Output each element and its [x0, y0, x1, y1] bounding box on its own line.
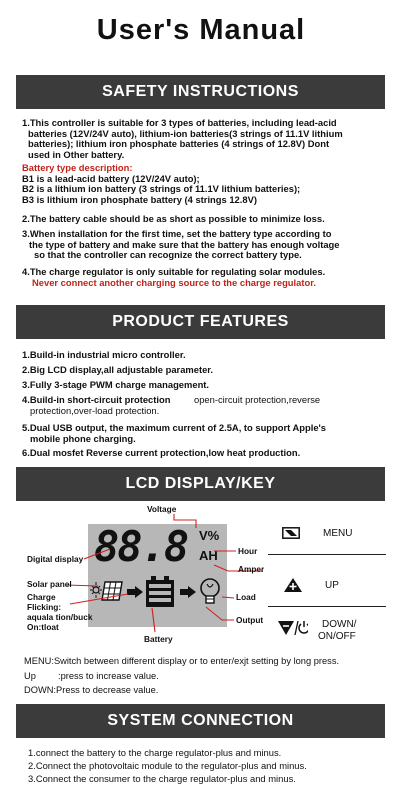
- up-key[interactable]: [268, 573, 386, 599]
- label-charge: Charge: [27, 592, 56, 602]
- label-digital-display: Digital display: [27, 554, 84, 564]
- system-heading: SYSTEM CONNECTION: [16, 704, 385, 738]
- down-power-icon: [278, 621, 308, 635]
- lcd-heading: LCD DISPLAY/KEY: [16, 467, 385, 501]
- key-divider: [268, 554, 386, 555]
- desc-menu: MENU:Switch between different display or to enter/exjt setting by long press.: [24, 656, 340, 666]
- lcd-unit-top: V%: [199, 528, 220, 543]
- system-item-1: 1.connect the battery to the charge regulator-plus and minus.: [28, 747, 282, 758]
- key-divider: [268, 606, 386, 607]
- label-flicking: Flicking:: [27, 602, 62, 612]
- desc-up-key: Up: [24, 671, 36, 681]
- battery-type-b3: B3 is lithium iron phosphate battery (4 strings 12.8V): [22, 193, 257, 205]
- label-float: On:tloat: [27, 622, 59, 632]
- feature-item-6: 6.Dual mosfet Reverse current protection,low heat production.: [22, 447, 301, 458]
- label-solar-panel: Solar panel: [27, 579, 72, 589]
- feature-item-2: 2.Big LCD display,all adjustable parameter.: [22, 364, 214, 375]
- menu-key[interactable]: [268, 518, 386, 548]
- label-bulk: aquala tion/buck: [27, 612, 93, 622]
- safety-item-4: 4.The charge regulator is only suitable for regulating solar modules.: [22, 266, 326, 277]
- label-hour: Hour: [238, 546, 258, 556]
- menu-key-icon: [282, 527, 300, 539]
- desc-down: DOWN:Press to decrease value.: [24, 685, 159, 695]
- safety-item-2: 2.The battery cable should be as short as possible to minimize loss.: [22, 213, 325, 224]
- features-heading: PRODUCT FEATURES: [16, 305, 385, 339]
- desc-up: :press to increase value.: [58, 671, 159, 681]
- label-load: Load: [236, 592, 256, 602]
- feature-item-1: 1.Build-in industrial micro controller.: [22, 349, 186, 360]
- label-output: Output: [236, 615, 264, 625]
- label-amper: Amper: [238, 564, 265, 574]
- manual-title: User's Manual: [96, 14, 306, 46]
- lcd-digits: 88.8: [94, 522, 188, 571]
- label-battery: Battery: [144, 634, 173, 644]
- battery-type-b1: B1 is a lead-acid battery (12V/24V auto);: [22, 172, 200, 184]
- onoff-key-label: ON/OFF: [318, 631, 356, 642]
- safety-warning: Never connect another charging source to the charge regulator.: [32, 276, 316, 288]
- battery-type-b2: B2 is a lithium ion battery (3 strings of 11.1V lithium batteries);: [22, 183, 301, 195]
- battery-type-heading: Battery type description:: [22, 162, 133, 173]
- up-key-icon: [284, 578, 302, 592]
- system-item-2: 2.Connect the photovoltaic module to the regulator-plus and minus.: [28, 760, 307, 771]
- feature-item-3: 3.Fully 3-stage PWM charge management.: [22, 379, 210, 390]
- label-voltage: Voltage: [147, 504, 177, 514]
- up-key-label: UP: [325, 580, 339, 591]
- down-onoff-key[interactable]: [268, 614, 386, 648]
- system-item-3: 3.Connect the consumer to the charge regulator-plus and minus.: [28, 773, 296, 784]
- menu-key-label: MENU: [323, 528, 353, 539]
- lcd-unit-bottom: AH: [199, 548, 218, 563]
- down-key-label: DOWN/: [322, 619, 357, 630]
- safety-heading: SAFETY INSTRUCTIONS: [16, 75, 385, 109]
